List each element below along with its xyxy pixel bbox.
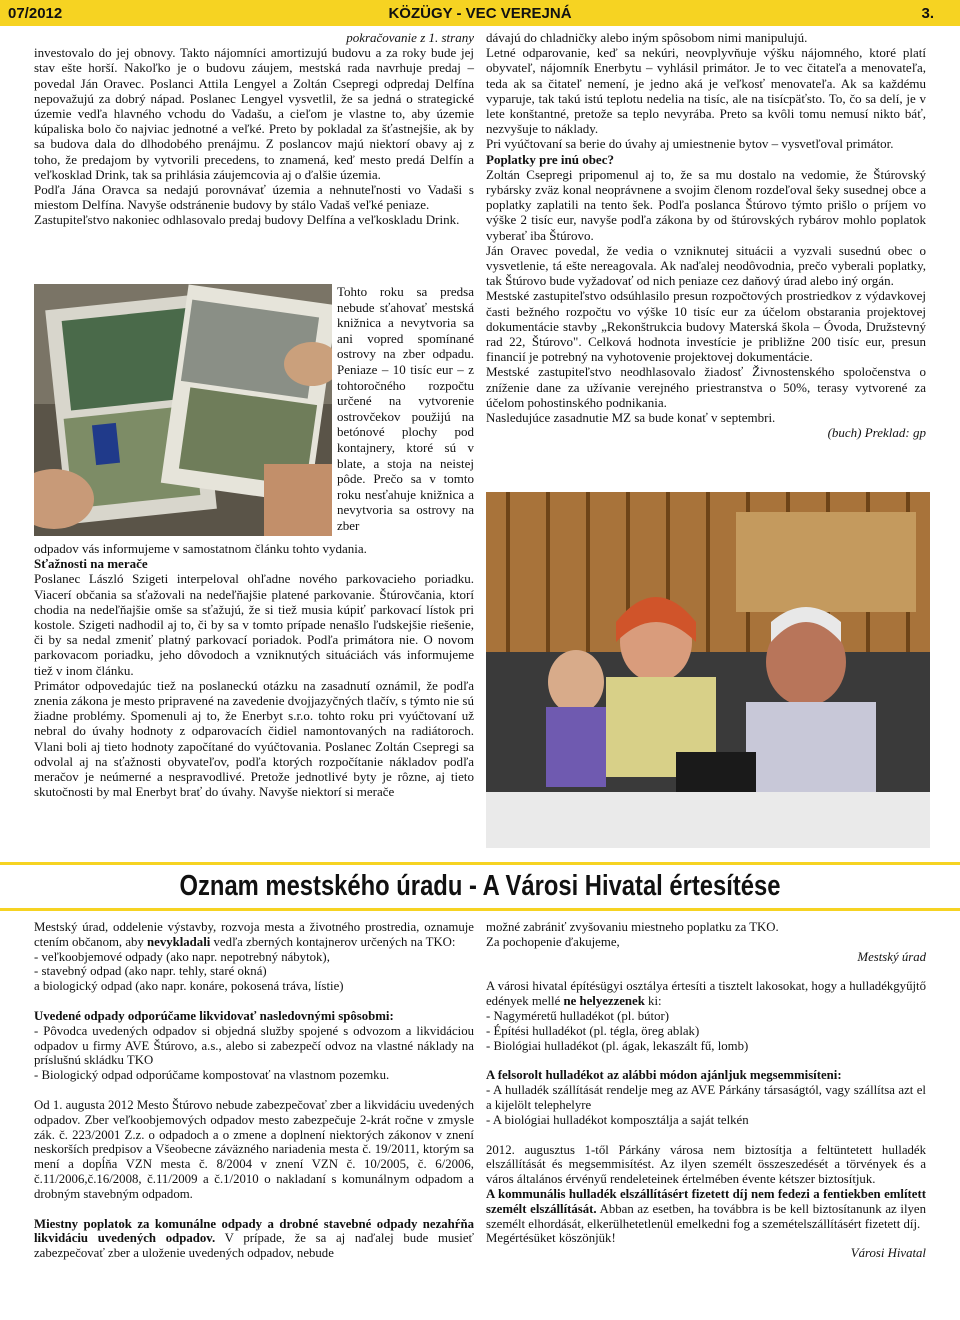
photo-council-meeting <box>486 492 930 848</box>
notice-text: ki: <box>644 994 662 1009</box>
hands-holding-photos-image <box>34 284 332 536</box>
article-paragraph: Letné odparovanie, keď sa nekúri, neovplyvňuje výšku nájomného, ktoré platí obyvateľ, nájomník Enerbytu – vyhlásil primátor. Je to vec čitateľa a menovateľa, teda ak sa čitateľ nemení, je jedno aká je veľkosť menovateľa. Ak sa každému vyparuje, tak takú istú teplotu nedelia na tisíc, ale na tisícpäťsto. To, čo sa delí, je v lete konštantné, pretože sa teplo nevyrába. Preto sa kvôli tomu nemusí nikto báť, nezvyšuje to náklady. <box>486 45 926 137</box>
notice-paragraph <box>34 1217 474 1261</box>
notice-emphasis: A kommunális hulladék elszállításért fizetett díj nem fedezi a fentiekben említett személt elszállítását. <box>486 1186 926 1216</box>
issue-date: 07/2012 <box>8 4 63 22</box>
notice-paragraph <box>34 920 474 950</box>
article-paragraph: Mestské zastupiteľstvo odsúhlasilo presun rozpočtových prostriedkov z výdavkovej časti bežného rozpočtu vo výške 10 tisíc eur za účelom obstarania projektovej dokumentácie stavby „Rekonštrukcia budovy Materská škola – Óvoda, Družstevný rad 22, Štúrovo". Celková hodnota investície je približne 200 tisíc eur, presun financií je potrebný na vyhotovenie projektovej dokumentácie. <box>486 288 926 365</box>
notice-emphasis: nevykladali <box>147 934 211 949</box>
notice-list-item: a biologický odpad (ako napr. konáre, pokosená tráva, lístie) <box>34 979 344 994</box>
article-paragraph: Primátor odpovedajúc tiež na poslaneckú otázku na zasadnutí oznámil, že podľa znenia zákona je mesto pripravené na zavedenie dvojjazyčných tlačív, s týmto nie sú žiadne problémy. Spomenuli aj to, že Enerbyt s.r.o. tohto roku pri vyúčtovaní už nebral do úvahy hodnoty z odparovacích čidiel namontovaných na radiátoroch. Vlani boli aj tieto hodnoty započítané do vyúčtovania. Poslanec Zoltán Csepregi sa odvolal aj na sťažnosti obyvateľov, podľa ktorých rozpočítanie nákladov podľa meračov je neúmerné a nespravodlivé. Pretože jednotlivé byty je rôzne, aj tieto skutočnosti by mal Enerbyt brať do úvahy. Navyše niektorí si merače <box>34 677 474 800</box>
notice-title: Oznam mestského úradu - A Városi Hivatal értesítése <box>179 870 781 902</box>
notice-hungarian <box>486 920 926 1261</box>
notice-paragraph <box>486 1187 926 1231</box>
continued-note: pokračovanie z 1. strany <box>346 30 474 45</box>
section-title: KÖZÜGY - VEC VEREJNÁ <box>388 4 572 22</box>
divider <box>0 862 960 865</box>
notice-text: Abban az esetben, ha továbbra is be kell biztosítanunk az ilyen személt elhordását, elkerülhetetlenül emelkedni fog a szemételszállításért fizetett díj. <box>486 1201 926 1231</box>
article-paragraph: Pri vyúčtovaní sa berie do úvahy aj umiestnenie bytov – vysvetľoval primátor. <box>486 136 894 152</box>
subheading-fees: Poplatky pre inú obec? <box>486 151 614 167</box>
notice-subheading: A felsorolt hulladékot az alábbi módon ajánljuk megsemmisíteni: <box>486 1068 842 1083</box>
notice-text: vedľa zberných kontajnerov určených na TKO: <box>210 934 456 949</box>
notice-paragraph: Megértésüket köszönjük! <box>486 1231 616 1246</box>
notice-text: A városi hivatal építésügyi osztálya értesíti a tisztelt lakosokat, hogy a hulladékgyűjtő edények mellé <box>486 979 926 1009</box>
notice-text: Mestský úrad, oddelenie výstavby, rozvoja mesta a životného prostredia, oznamuje ctením občanom, aby <box>34 920 474 949</box>
article-left-top <box>34 30 474 228</box>
subheading-parking: Sťažnosti na merače <box>34 556 148 572</box>
notice-list-item: - A hulladék szállítását rendelje meg az AVE Párkány társaságtól, vagy szállítsa azt el a kijelölt telephelyre <box>486 1083 926 1112</box>
article-left-bottom <box>34 541 474 799</box>
page-number: 3. <box>921 4 934 22</box>
article-paragraph: Nasledujúce zasadnutie MZ sa bude konať v septembri. <box>486 410 776 426</box>
article-paragraph: Mestské zastupiteľstvo neodhlasovalo žiadosť Živnostenského spoločenstva o zníženie dane za užívanie verejného priestranstva o 50%, terasy vytvorené za účelom pohostinského podnikania. <box>486 364 926 410</box>
article-paragraph: Zastupiteľstvo nakoniec odhlasovalo predaj budovy Delfína a veľkoskladu Drink. <box>34 212 460 228</box>
article-paragraph: dávajú do chladničky alebo iným spôsobom nimi manipulujú. <box>486 30 808 45</box>
notice-list-item: - Építési hulladékot (pl. tégla, öreg ablak) <box>486 1023 700 1038</box>
article-paragraph: Podľa Jána Oravca sa nedajú porovnávať územia a nehnuteľnosti vo Vadaši s miestom Delfína. Navyše odstránenie budovy by stálo Vadaš veľké peniaze. <box>34 182 474 213</box>
notice-list-item: - Nagyméretű hulladékot (pl. bútor) <box>486 1008 670 1023</box>
notice-list-item: - veľkoobjemové odpady (ako napr. nepotrebný nábytok), <box>34 949 330 964</box>
notice-list-item: - Biológiai hulladékot (pl. ágak, lekaszált fű, lomb) <box>486 1038 749 1053</box>
notice-text: V prípade, že sa aj naďalej bude musieť zabezpečovať zber a uloženie uvedených odpadov, nebude <box>34 1231 474 1261</box>
author-signature: (buch) Preklad: gp <box>827 425 926 441</box>
article-paragraph: Tohto roku sa predsa nebude sťahovať mestská knižnica a nevytvoria sa ani vopred spomínané ostrovy na zber odpadu. Peniaze – 10 tisíc eur – z tohtoročného rozpočtu určené na vytvorenie ostrovčekov použijú na betónové plochy pod kontajnery, ktoré sú v blate, a stoja na neistej pôde. Prečo sa v tomto roku nesťahuje knižnica a nevytvoria sa ostrovy na zber <box>337 284 474 533</box>
article-paragraph: Poslanec László Szigeti interpeloval ohľadne nového parkovacieho poriadku. Viacerí občania sa sťažovali na nedeľňajšie platené parkovanie. Štúrovčania, ktorí chodia na nedeľňajšie omše sa sťažujú, že si tiež musia kúpiť parkovací lístok pri kostole. Szigeti nadhodil aj to, či by sa v tomto prípade nenašlo ľudskejšie riešenie, či by sa nedal zmeniť platný parkovací poriadok. Podľa primátora nie. O novom parkovacom poriadku, jeho dôvodoch a vzniknutých situáciách vás informujeme tiež v inom článku. <box>34 571 474 678</box>
notice-list-item: - stavebný odpad (ako napr. tehly, staré okná) <box>34 964 267 979</box>
notice-slovak <box>34 920 474 1261</box>
notice-paragraph: 2012. augusztus 1-től Párkány városa nem biztosítja a feltüntetett hulladék elszállítását és megsemmisítést. Az ilyen személt összeszedését a törvények és a város általános érvényű rendeleteinek értelmében évente kétszer biztosítjuk. <box>486 1142 926 1187</box>
notice-list-item: - Pôvodca uvedených odpadov si objedná služby spojené s odvozom a likvidáciou odpadov u firmy AVE Štúrovo, a.s., alebo si zabezpečí odvoz na vlastné náklady na príslušnú skládku TKO <box>34 1023 474 1068</box>
article-paragraph: Ján Oravec povedal, že vedia o vzniknutej situácii a vyzvali susednú obec o vysvetlenie, tá ešte nereagovala. Ak naďalej neodôvodnia, prečo vyberali poplatky, tak Štúrovo bude vyžadovať od nich peniaze cez daňový úrad alebo iný orgán. <box>486 242 926 289</box>
article-paragraph: odpadov vás informujeme v samostatnom článku tohto vydania. <box>34 541 367 556</box>
council-meeting-image <box>486 492 930 848</box>
divider <box>0 908 960 911</box>
article-paragraph: investovalo do jej obnovy. Takto nájomníci amortizujú budovu a za roky bude jej stav ešte horší. Nakoľko je o budovu záujem, mestská rada navrhuje predaj – povedal Ján Oravec. Poslanci Attila Lengyel a Zoltán Csepregi odpredaj Delfína nepovažujú za dobrý nápad. Poslanec Lengyel vysvetlil, že sa jedná o strategické územie vedľa hlavného vchodu do Vadašu, a cieľom je vlastne to, aby územie kúpaliska bolo čo najviac jednotné a veľké. Preto by pokladal za šťastnejšie, ak by sa budova dala do dlhodobého prenájmu. Z poslancov majú niektorí obavy aj z toho, že predajom by vytvorili precedens, to znamená, keď mesto predá Delfín a veľkosklad Drink, tak sa prihlásia záujemcovia aj o ďalšie územia. <box>34 45 474 182</box>
article-beside-photo <box>337 284 474 534</box>
notice-list-item: - A biológiai hulladékot komposztálja a saját telkén <box>486 1112 749 1127</box>
notice-paragraph: Za pochopenie ďakujeme, <box>486 934 620 949</box>
notice-signature-hu: Városi Hivatal <box>850 1246 926 1261</box>
article-paragraph: Zoltán Csepregi pripomenul aj to, že sa mu dostalo na vedomie, že Štúrovský rybársky zväz konal neoprávnene a svojim členom rozdeľoval šeky susednej obce a poplatky zaplatili na tento šek. Podľa poslanca Štúrovo týmto prišlo o príjem vo výške 2 tisíc eur, navyše podľa zákona by od štúrovských rybárov mohlo poplatok vyberať iba Štúrovo. <box>486 166 926 243</box>
notice-emphasis: Miestny poplatok za komunálne odpady a drobné stavebné odpady nezahŕňa likvidáciu uvedených odpadov. <box>34 1216 474 1246</box>
article-right <box>486 30 926 440</box>
notice-list-item: - Biologický odpad odporúčame kompostovať na vlastnom pozemku. <box>34 1068 390 1083</box>
notice-subheading: Uvedené odpady odporúčame likvidovať nasledovnými spôsobmi: <box>34 1008 394 1023</box>
notice-signature-sk: Mestský úrad <box>857 949 926 964</box>
notice-paragraph <box>486 979 926 1009</box>
photo-building-pictures <box>34 284 332 536</box>
page-header <box>0 0 960 26</box>
notice-paragraph: Od 1. augusta 2012 Mesto Štúrovo nebude zabezpečovať zber a likvidáciu uvedených odpadov. Zber veľkoobjemových odpadov mesto zabezpečuje 2-krát ročne v zmysle zák. č. 223/2001 Z.z. o odpadoch a o zmene a doplnení niektorých zákonov v znení neskorších predpisov a Všeobecne záväzného nariadenia mesta č. 19/2011, ktorým sa mení a dopĺňa VZN mesta č. 8/2004 v znení VZN č. 10/2005, č. 6/2006, č.11/2006,č.16/2008, č.11/2009 a č.1/2010 o nakladaní s komunálnym odpadom a drobným stavebným odpadom. <box>34 1097 474 1201</box>
notice-paragraph: možné zabrániť zvyšovaniu miestneho poplatku za TKO. <box>486 920 779 934</box>
notice-emphasis: ne helyezzenek <box>563 994 645 1009</box>
